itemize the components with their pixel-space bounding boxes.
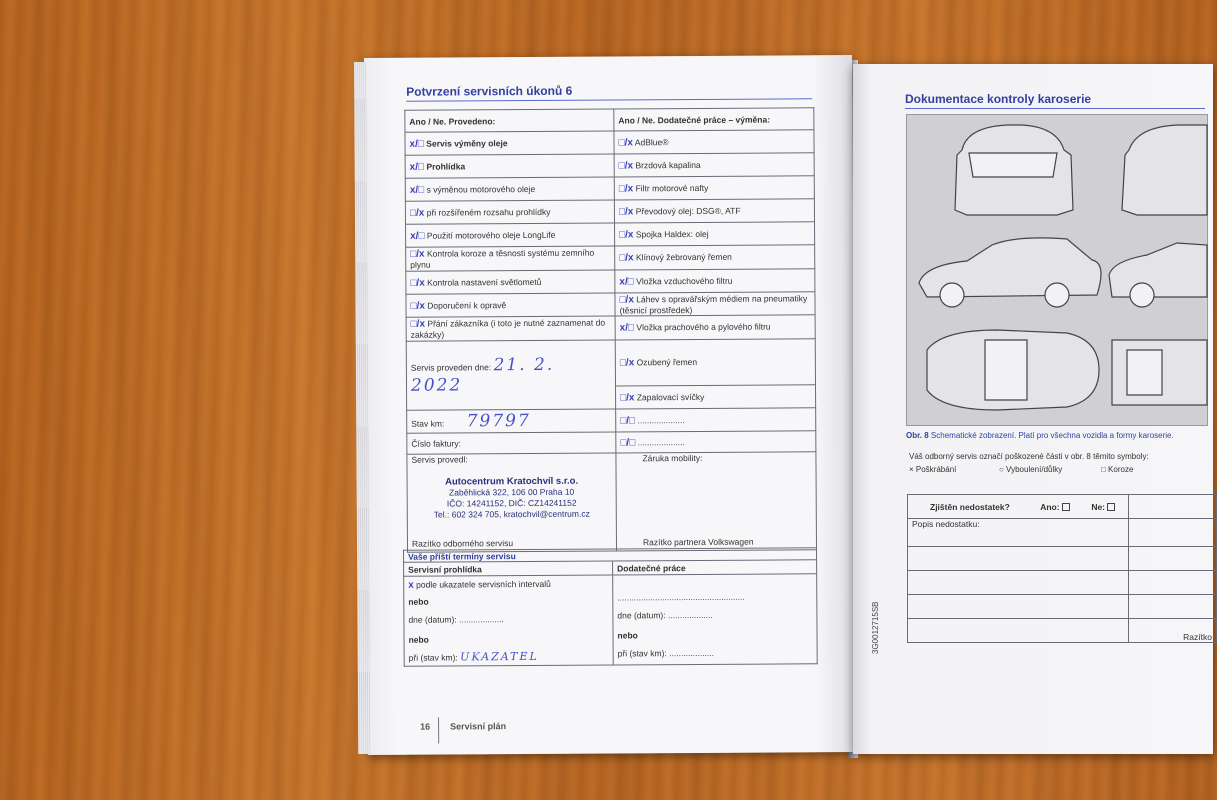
invoice-cell: Číslo faktury: (407, 432, 616, 454)
row-right-10: □/x Ozubený řemen (615, 339, 815, 386)
service-date-handwritten: 21. 2. 2022 (410, 354, 555, 396)
dealer-stamp: Autocentrum Kratochvíl s.r.o. Zaběhlická 322, 106 00 Praha 10 IČO: 14241152, DIČ: CZ14241152 Tel.: 602 324 705, kratochvil@centrum.cz (433, 475, 590, 520)
row-right-9: x/□ Vložka prachového a pylového filtru (615, 315, 815, 340)
row-right-2: □/x Brzdová kapalina (614, 153, 814, 177)
title-rule (406, 98, 812, 101)
footer-title: Servisní plán (450, 721, 507, 732)
row-right-6: □/x Klínový žebrovaný řemen (615, 245, 815, 270)
symbol-dent: ○ Vyboulení/důlky (999, 465, 1063, 474)
row-left-1: x/□ Servis výměny oleje (405, 131, 614, 155)
row-right-5: □/x Spojka Haldex: olej (615, 222, 815, 246)
car-diagram (906, 114, 1208, 426)
partner-stamp-cell: Záruka mobility: Razítko partnera Volkswagen (616, 452, 817, 551)
right-title-rule (905, 108, 1205, 109)
footer-divider (438, 718, 439, 744)
next-service-table (403, 547, 818, 667)
stamp-cell: Servis provedl: Autocentrum Kratochvíl s.r.o. Zaběhlická 322, 106 00 Praha 10 IČO: 14241152, DIČ: CZ14241152 Tel.: 602 324 705, kratochvil@centrum.cz Razítko odborného servisu (407, 453, 617, 552)
service-table (404, 107, 817, 552)
service-date-cell: Servis proveden dne: 21. 2. 2022 (406, 340, 615, 410)
row-left-7: □/x Kontrola nastavení světlometů (406, 270, 615, 294)
right-page (853, 64, 1213, 754)
row-left-9: □/x Přání zákazníka (i toto je nutné zaznamenat do zakázky) (406, 316, 615, 341)
row-left-3: x/□ s výměnou motorového oleje (405, 177, 614, 201)
col-header-extra: Ano / Ne. Dodatečné práce – výměna: (614, 108, 814, 131)
symbol-corrosion: □ Koroze (1101, 465, 1134, 474)
km-next-handwritten: UKAZATEL (460, 649, 539, 664)
defect-no-checkbox[interactable] (1107, 503, 1115, 511)
next-service-left: x podle ukazatele servisních intervalů nebo dne (datum): ................... nebo při (stav km): UKAZATEL (404, 575, 614, 666)
row-left-8: □/x Doporučení k opravě (406, 293, 615, 317)
figure-caption: Obr. 8 Schematické zobrazení. Platí pro všechna vozidla a formy karoserie. (906, 431, 1174, 440)
row-left-5: x/□ Použití motorového oleje LongLife (406, 223, 615, 247)
stamp-partial: Razítko (1129, 619, 1217, 643)
row-right-8: □/x Láhev s opravářským médiem na pneumatiky (těsnicí prostředek) (615, 292, 815, 316)
row-right-12: □/□ .................... (616, 408, 816, 432)
next-service-right: ...................................................... dne (datum): ................... nebo při (stav km): ................... (613, 574, 818, 665)
symbol-note: Váš odborný servis označí poškozené části v obr. 8 těmito symboly: (909, 452, 1149, 461)
row-left-2: x/□ Prohlídka (405, 154, 614, 178)
defect-desc: Popis nedostatku: (908, 519, 1129, 547)
row-right-4: □/x Převodový olej: DSG®, ATF (614, 199, 814, 223)
side-code: 3G0012715SB (871, 601, 880, 654)
defect-yes-checkbox[interactable] (1062, 503, 1070, 511)
page-edges (354, 62, 370, 754)
defect-question: Zjištěn nedostatek? Ano: Ne: (908, 495, 1129, 519)
next-col-1: Servisní prohlídka (404, 561, 613, 576)
next-col-2: Dodatečné práce (613, 560, 817, 575)
row-left-4: □/x při rozšířeném rozsahu prohlídky (405, 200, 614, 224)
next-service-title: Vaše příští termíny servisu (404, 548, 817, 563)
row-right-1: □/x AdBlue® (614, 130, 814, 154)
left-page (364, 55, 856, 755)
page-number: 16 (420, 721, 431, 732)
km-handwritten: 79797 (466, 410, 531, 432)
col-header-done: Ano / Ne. Provedeno: (405, 109, 614, 132)
symbol-scratch: × Poškrábání (909, 465, 957, 474)
row-left-6: □/x Kontrola koroze a těsnosti systému zemního plynu (406, 246, 615, 271)
row-right-3: □/x Filtr motorové nafty (614, 176, 814, 200)
row-right-13: □/□ .................... (616, 431, 816, 453)
row-right-11: □/x Zapalovací svíčky (616, 385, 816, 409)
row-right-7: x/□ Vložka vzduchového filtru (615, 269, 815, 293)
car-outline-icon (907, 115, 1207, 425)
page-title: Potvrzení servisních úkonů 6 (406, 83, 573, 99)
right-page-title: Dokumentace kontroly karoserie (905, 92, 1092, 106)
km-cell: Stav km: 79797 (407, 409, 616, 433)
defect-table (907, 494, 1217, 643)
